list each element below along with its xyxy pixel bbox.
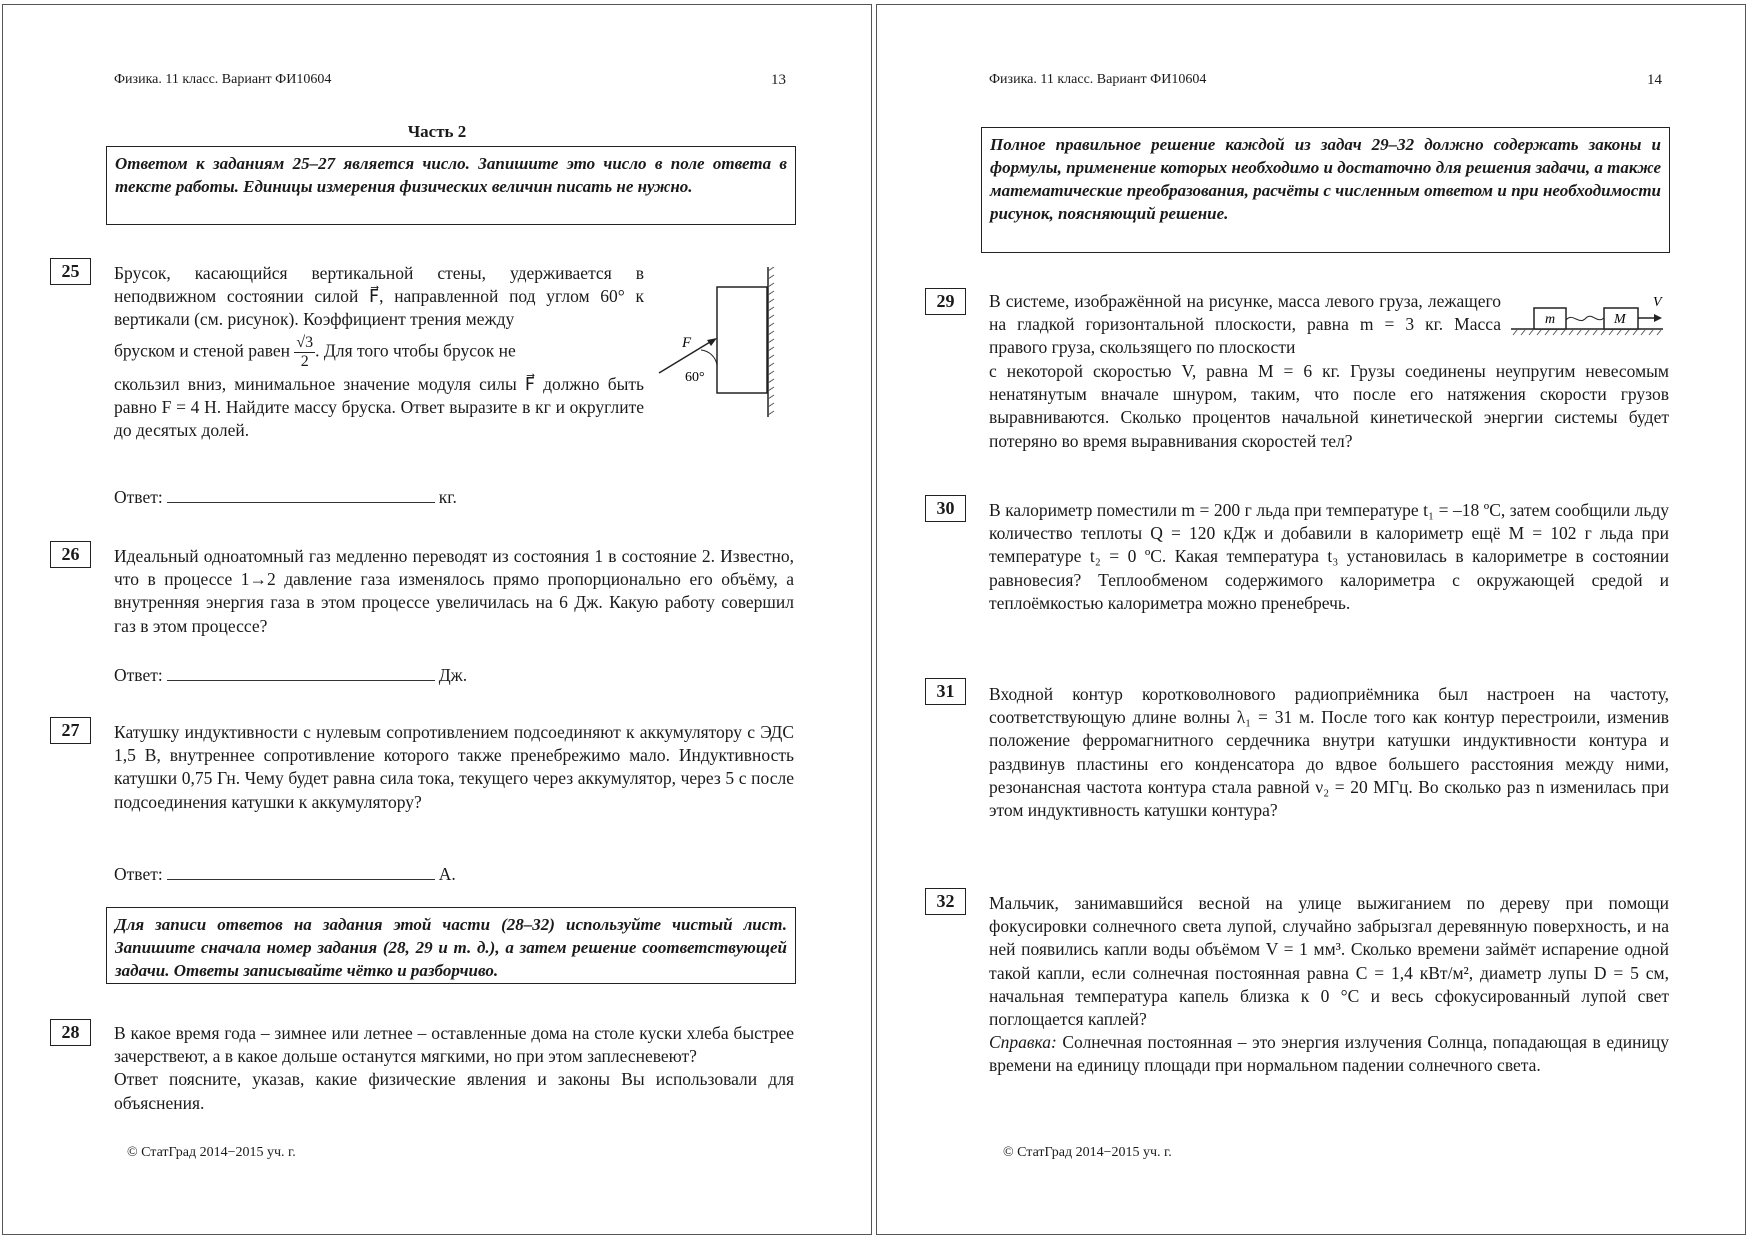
answer-label: Ответ: bbox=[114, 487, 163, 507]
answer-label: Ответ: bbox=[114, 864, 163, 884]
surface-hatch bbox=[1513, 330, 1661, 335]
left-page bbox=[2, 4, 872, 1235]
question-27-text: Катушку индуктивности с нулевым сопротивлением подсоединяют к аккумулятору с ЭДС 1,5 В, внутреннее сопротивление которого также пренебрежимо мало. Индуктивность катушки 0,75 Гн. Чему будет равна сила тока, текущего через аккумулятор, через 5 с после подсоединения катушки к аккумулятору? bbox=[114, 722, 794, 812]
page-header: Физика. 11 класс. Вариант ФИ10604 bbox=[989, 72, 1207, 87]
question-number-30: 30 bbox=[925, 495, 966, 522]
q26-answer bbox=[114, 664, 467, 686]
instruction-box: Ответом к заданиям 25–27 является число. Запишите это число в поле ответа в тексте работы. Единицы измерения физических величин писать не нужно. bbox=[106, 146, 796, 225]
question-number-27: 27 bbox=[50, 717, 91, 744]
question-28-text bbox=[114, 1022, 794, 1115]
question-32-text bbox=[989, 892, 1669, 1078]
q25-text-a: Брусок, касающийся вертикальной стены, удерживается в неподвижном состоянии силой F⃗, направленной под углом 60° к вертикали (см. рисунок). Коэффициент трения между bbox=[114, 263, 644, 330]
answer-label: Ответ: bbox=[114, 665, 163, 685]
q25-text-b2: . Для того чтобы брусок не bbox=[315, 340, 516, 361]
block-rect bbox=[717, 287, 767, 393]
question-25-text bbox=[114, 262, 644, 442]
q25-fraction bbox=[294, 334, 315, 371]
page-footer: © СтатГрад 2014−2015 уч. г. bbox=[1003, 1145, 1172, 1160]
q29-figure bbox=[1507, 290, 1667, 336]
angle-label: 60° bbox=[685, 370, 705, 385]
question-number-28: 28 bbox=[50, 1019, 91, 1046]
instruction-box: Полное правильное решение каждой из задач 29–32 должно содержать законы и формулы, применение которых необходимо и достаточно для решения задачи, а также математические преобразования, расчёты с численным ответом и при необходимости рисунок, поясняющий решение. bbox=[981, 127, 1670, 253]
page-number: 14 bbox=[1647, 72, 1662, 88]
q27-answer bbox=[114, 863, 456, 885]
wall-hatch bbox=[768, 267, 774, 415]
label-M: M bbox=[1614, 312, 1626, 327]
q25-answer bbox=[114, 486, 457, 508]
force-arrowhead bbox=[707, 338, 717, 346]
q25-text-b bbox=[114, 334, 644, 371]
q32-note bbox=[989, 1031, 1669, 1077]
question-number-29: 29 bbox=[925, 288, 966, 315]
answer-unit: кг. bbox=[438, 487, 457, 507]
question-30-text: В калориметр поместили m = 200 г льда при температуре t₁ = –18 ºС, затем сообщили льду количество теплоты Q = 120 кДж и добавили в калориметр ещё M = 102 г льда при температуре t₂ = 0 ºС. Какая температура t₃ установилась в калориметре в состоянии равновесия? Теплообменом содержимого калориметра с окружающей средой и теплоёмкостью калориметра можно пренебречь. bbox=[989, 500, 1669, 613]
page-header: Физика. 11 класс. Вариант ФИ10604 bbox=[114, 72, 332, 87]
q29-text-b: с некоторой скоростью V, равна M = 6 кг. Грузы соединены неупругим невесомым ненатянутым вначале шнуром, таким, что после его натяжения скорости грузов выравниваются. Сколько процентов начальной кинетической энергии системы будет потеряно во время выравнивания скоростей тел? bbox=[989, 361, 1669, 451]
question-number-25: 25 bbox=[50, 258, 91, 285]
instruction-box-2: Для записи ответов на задания этой части (28–32) используйте чистый лист. Запишите сначала номер задания (28, 29 и т. д.), а затем решение соответствующей задачи. Ответы записывайте чётко и разборчиво. bbox=[106, 907, 796, 984]
q32-text: Мальчик, занимавшийся весной на улице выжиганием по дереву при помощи фокусировки солнечного света лупой, случайно забрызгал деревянную поверхность, и на ней появились капли воды объёмом V = 1 мм³. Сколько времени займёт испарение одной такой капли, если солнечная постоянная равна C = 1,4 кВт/м², диаметр лупы D = 5 см, начальная температура капель близка к 0 °С и весь сфокусированный лупой свет поглощается каплей? bbox=[989, 893, 1669, 1030]
q29-text-a: В системе, изображённой на рисунке, масса левого груза, лежащего на гладкой горизонтальной плоскости, равна m = 3 кг. Масса правого груза, скользящего по плоскости bbox=[989, 291, 1501, 358]
answer-unit: А. bbox=[438, 864, 456, 884]
answer-unit: Дж. bbox=[438, 665, 468, 685]
note-text: Солнечная постоянная – это энергия излучения Солнца, попадающая в единицу времени на единицу площади при нормальном падении солнечного света. bbox=[989, 1032, 1669, 1076]
label-m: m bbox=[1545, 312, 1556, 327]
cord bbox=[1566, 316, 1604, 320]
answer-field[interactable] bbox=[167, 863, 435, 880]
angle-arc bbox=[701, 350, 717, 365]
question-number-32: 32 bbox=[925, 888, 966, 915]
velocity-arrowhead bbox=[1654, 314, 1662, 322]
q25-text-c: скользил вниз, минимальное значение модуля силы F⃗ должно быть равно F = 4 Н. Найдите массу бруска. Ответ выразите в кг и округлите до десятых долей. bbox=[114, 373, 644, 441]
force-label: F⃗ bbox=[682, 335, 703, 351]
q25-figure bbox=[653, 267, 778, 427]
frac-denominator: 2 bbox=[300, 352, 309, 370]
answer-field[interactable] bbox=[167, 486, 435, 503]
label-V: V bbox=[1653, 295, 1662, 310]
note-label: Справка: bbox=[989, 1032, 1057, 1053]
page-footer: © СтатГрад 2014−2015 уч. г. bbox=[127, 1145, 296, 1160]
q25-text-b1: бруском и стеной равен bbox=[114, 340, 291, 361]
question-31-text: Входной контур коротковолнового радиоприёмника был настроен на частоту, соответствующую длине волны λ₁ = 31 м. После того как контур перестроили, изменив положение ферромагнитного сердечника внутри катушки индуктивности контура и раздвинув пластины его конденсатора до вдвое большего расстояния между ними, резонансная частота контура стала равной ν₂ = 20 МГц. Во сколько раз n изменилась при этом индуктивность катушки контура? bbox=[989, 684, 1669, 821]
frac-numerator: √3 bbox=[296, 333, 314, 351]
answer-field[interactable] bbox=[167, 664, 435, 681]
q28-text-2: Ответ поясните, указав, какие физические явления и законы Вы использовали для объяснения. bbox=[114, 1069, 794, 1113]
part-title: Часть 2 bbox=[407, 122, 467, 141]
question-number-26: 26 bbox=[50, 541, 91, 568]
question-number-31: 31 bbox=[925, 678, 966, 705]
question-26-text: Идеальный одноатомный газ медленно переводят из состояния 1 в состояние 2. Известно, что в процессе 1→2 давление газа изменялось прямо пропорционально его объёму, а внутренняя энергия газа в этом процессе увеличилась на 6 Дж. Какую работу совершил газ в этом процессе? bbox=[114, 546, 794, 636]
page-number: 13 bbox=[771, 72, 786, 88]
right-page bbox=[876, 4, 1746, 1235]
q28-text-1: В какое время года – зимнее или летнее – оставленные дома на столе куски хлеба быстрее зачерствеют, а в какое дольше останутся мягкими, но при этом заплесневеют? bbox=[114, 1023, 794, 1067]
